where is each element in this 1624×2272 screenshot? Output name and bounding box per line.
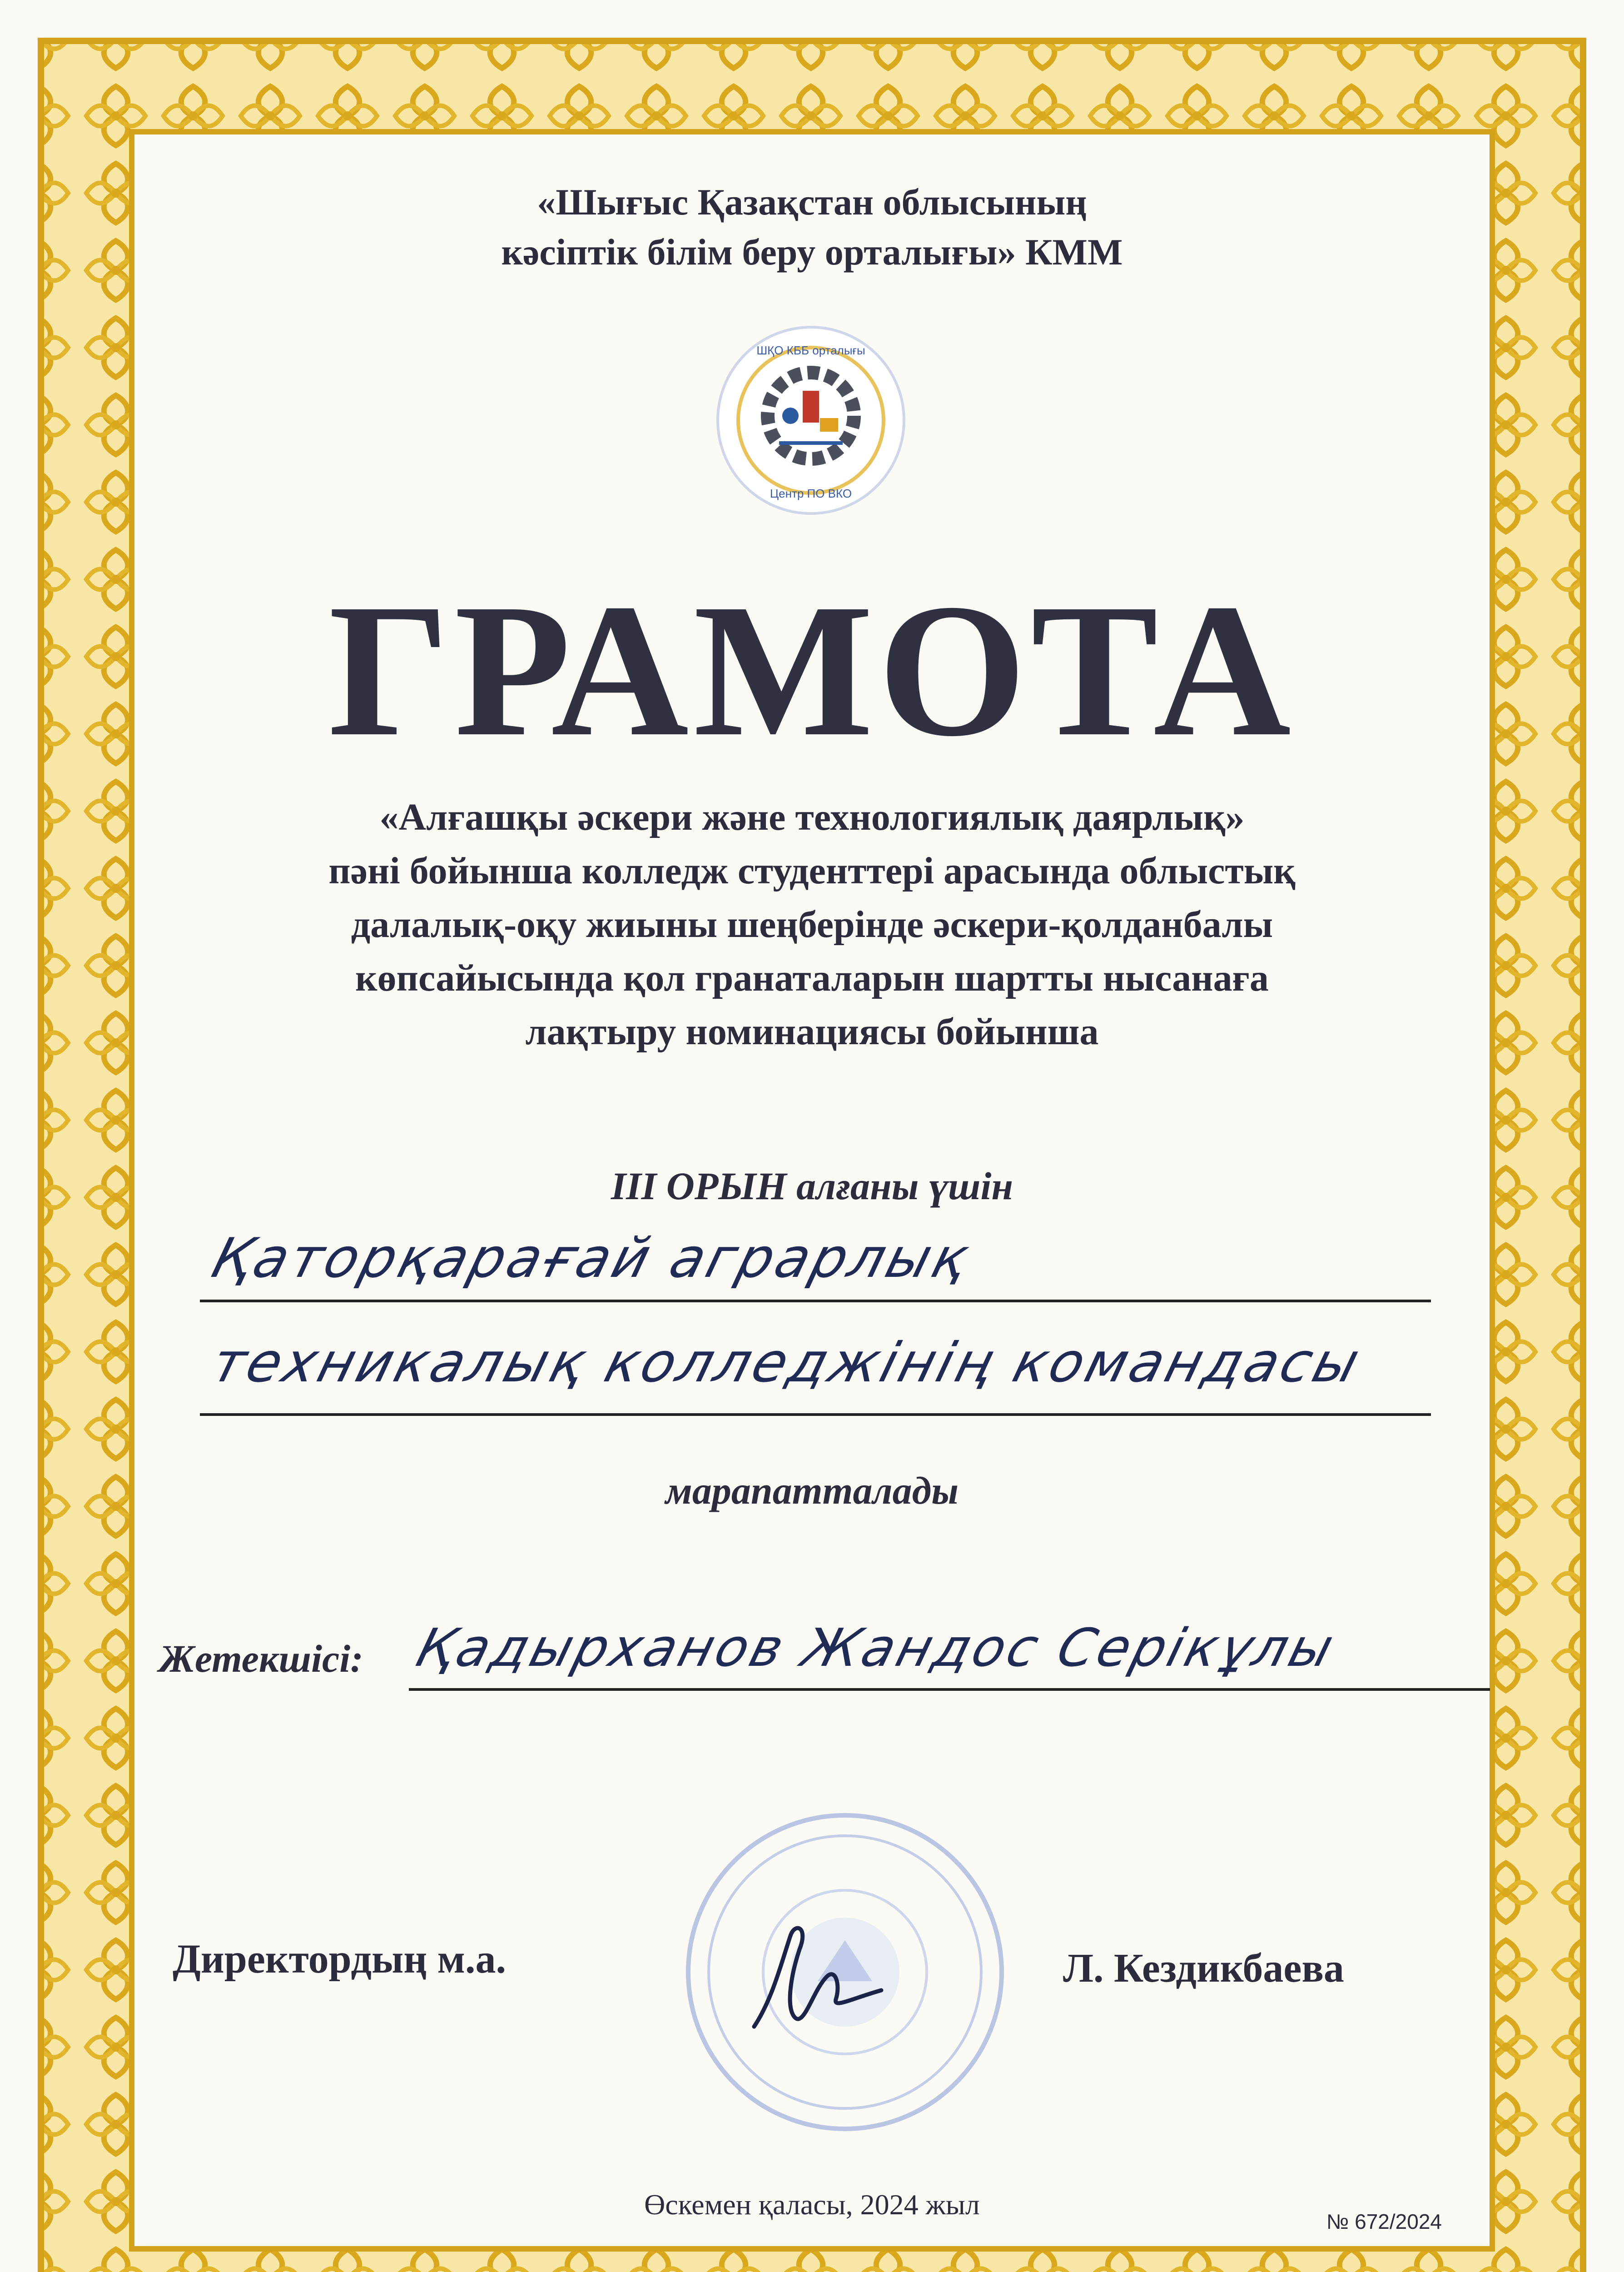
supervisor-underline (409, 1688, 1490, 1691)
description-line: пәні бойынша колледж студенттері арасында облыстық (328, 850, 1296, 892)
description-line: «Алғашқы әскери және технологиялық даярлық» (379, 796, 1245, 838)
recipient-line-1: Қаторқарағай аграрлық (205, 1227, 978, 1290)
description (0, 791, 1624, 1059)
description-line: көпсайысында қол гранаталарын шартты нысанаға (355, 957, 1269, 999)
supervisor-label: Жетекшісі: (159, 1637, 363, 1680)
award-text: марапатталады (665, 1469, 959, 1512)
recipient-underline-2 (200, 1413, 1431, 1416)
document-number: № 672/2024 (1326, 2210, 1442, 2233)
city-year: Өскемен қаласы, 2024 жыл (644, 2188, 980, 2221)
director-signature (745, 1908, 890, 2045)
supervisor-name: Қадырханов Жандос Серікұлы (410, 1618, 1342, 1679)
recipient-underline-1 (200, 1300, 1431, 1302)
signature-name: Л. Кездикбаева (1063, 1946, 1344, 1991)
place-text: III ОРЫН алғаны үшін (611, 1164, 1013, 1208)
organization-name (0, 177, 1624, 277)
org-line-1: «Шығыс Қазақстан облысының (537, 181, 1087, 223)
description-line: лақтыру номинациясы бойынша (525, 1011, 1099, 1053)
description-line: далалық-оқу жиыны шеңберінде әскери-қолданбалы (351, 903, 1273, 946)
org-line-2: кәсіптік білім беру орталығы» КММ (501, 231, 1123, 273)
logo-bottom-text: Центр ПО ВКО (770, 487, 852, 500)
gear-tools-logo-icon (713, 323, 909, 518)
signature-position: Директордың м.а. (173, 1937, 506, 1982)
logo-top-text: ШҚО КББ орталығы (756, 344, 865, 357)
certificate-title: ГРАМОТА (328, 564, 1296, 776)
recipient-line-2: техникалық колледжінің командасы (205, 1331, 1369, 1395)
